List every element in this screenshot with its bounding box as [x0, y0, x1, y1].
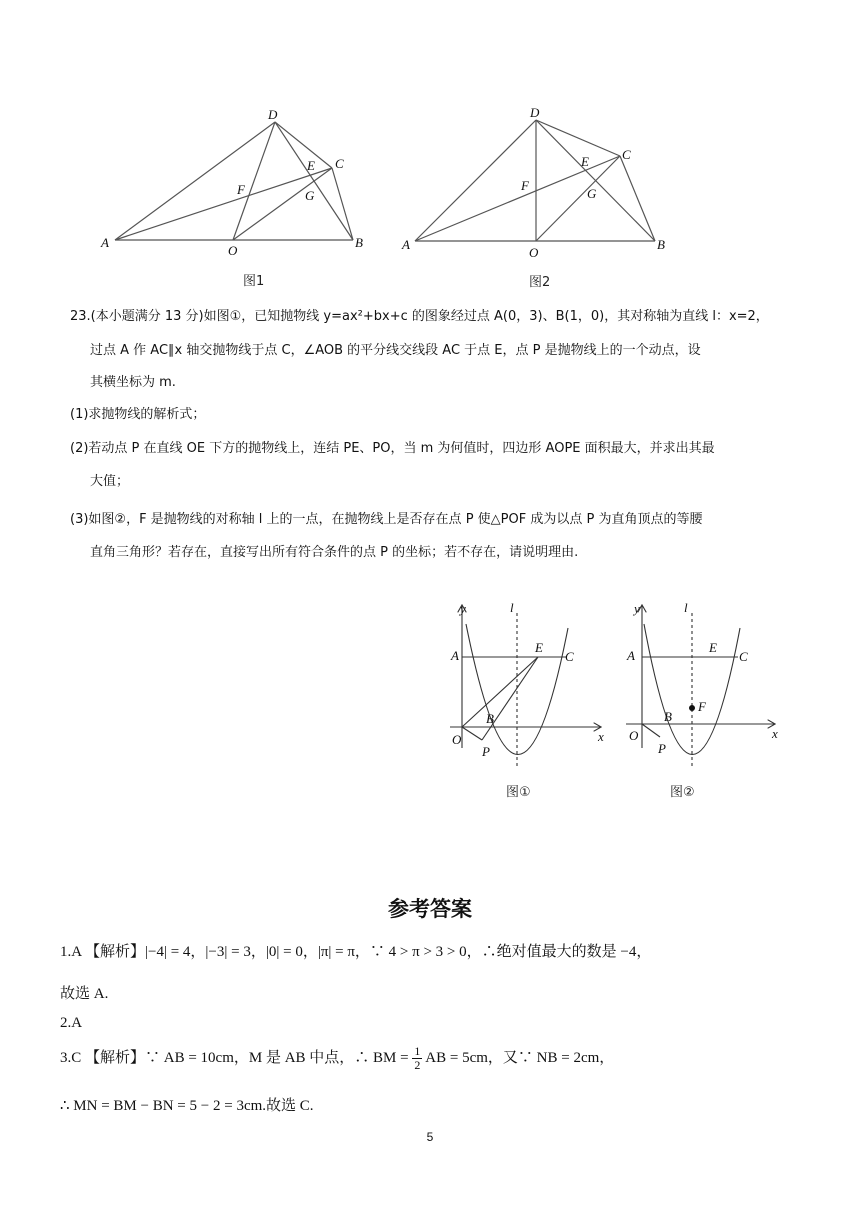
fig1-label-g: G — [305, 188, 315, 203]
fig2-label-d: D — [530, 105, 540, 120]
fig4-label-f: F — [698, 699, 706, 714]
fig2-label-f: F — [521, 178, 529, 193]
fig1-caption: 图1 — [243, 274, 265, 289]
answer-3-line-2: ∴ MN = BM − BN = 5 − 2 = 3cm.故选 C. — [60, 1098, 314, 1114]
question-23-part-1: (1)求抛物线的解析式； — [70, 407, 206, 422]
figure-2-diagram — [395, 100, 685, 295]
fig4-label-x: x — [772, 726, 778, 741]
question-23-part-3-line-2: 直角三角形？若存在，直接写出所有符合条件的点 P 的坐标；若不存在，请说明理由. — [90, 545, 579, 560]
answer-1-line-1: 1.A 【解析】|−4| = 4，|−3| = 3，|0| = 0，|π| = π，∵ 4 > π > 3 > 0，∴绝对值最大的数是 −4， — [60, 944, 652, 960]
fig4-label-p: P — [658, 741, 666, 756]
fig1-label-o: O — [228, 243, 238, 258]
fig1-label-b: B — [355, 235, 363, 250]
answer-1-line-2: 故选 A. — [60, 986, 109, 1002]
figure-1-diagram — [95, 105, 375, 295]
fig2-label-b: B — [657, 237, 665, 252]
fig4-label-l: l — [684, 600, 688, 615]
figure-4-diagram — [612, 598, 792, 808]
fig1-label-d: D — [268, 107, 278, 122]
fig1-label-a: A — [101, 235, 109, 250]
fig4-label-o: O — [629, 728, 639, 743]
fig2-caption: 图2 — [529, 275, 551, 290]
figure-3 — [440, 598, 620, 808]
answers-title: 参考答案 — [388, 897, 472, 921]
question-23-part-3-line-1: (3)如图②，F 是抛物线的对称轴 l 上的一点，在抛物线上是否存在点 P 使△POF 成为以点 P 为直角顶点的等腰 — [70, 512, 703, 527]
fig3-label-e: E — [535, 640, 543, 655]
answer-3-fraction-numerator: 1 — [414, 1044, 421, 1058]
figure-2 — [395, 100, 685, 295]
fig4-label-e: E — [709, 640, 717, 655]
fig3-label-p: P — [482, 744, 490, 759]
answer-3-post: AB = 5cm，又∵ NB = 2cm， — [425, 1049, 615, 1066]
answer-3-pre: 3.C 【解析】∵ AB = 10cm，M 是 AB 中点，∴ BM = — [60, 1049, 409, 1066]
fig1-label-f: F — [237, 182, 245, 197]
fig1-label-e: E — [307, 158, 315, 173]
fig4-label-b: B — [664, 709, 672, 724]
answer-3-line-1 — [60, 1045, 820, 1072]
fig3-caption: 图① — [506, 785, 531, 800]
fig3-label-y: y — [460, 601, 466, 616]
question-23-line-3: 其横坐标为 m. — [90, 375, 176, 390]
page-number: 5 — [426, 1130, 434, 1144]
fig4-label-y: y — [634, 601, 640, 616]
answer-3-fraction — [412, 1045, 422, 1072]
answer-2: 2.A — [60, 1015, 83, 1031]
fig4-label-c: C — [739, 649, 748, 664]
fig1-label-c: C — [335, 156, 344, 171]
question-23-line-2: 过点 A 作 AC∥x 轴交抛物线于点 C，∠AOB 的平分线交线段 AC 于点 E，点 P 是抛物线上的一个动点，设 — [90, 343, 701, 358]
fig2-label-a: A — [402, 237, 410, 252]
question-23-part-2-line-1: (2)若动点 P 在直线 OE 下方的抛物线上，连结 PE、PO，当 m 为何值时，四边形 AOPE 面积最大，并求出其最 — [70, 441, 715, 456]
question-23-part-2-line-2: 大值； — [90, 474, 130, 489]
fig4-point-f — [689, 705, 695, 711]
fig3-label-l: l — [510, 600, 514, 615]
fig2-label-g: G — [587, 186, 597, 201]
fig2-label-e: E — [581, 154, 589, 169]
figure-3-diagram — [440, 598, 620, 808]
fig3-label-a: A — [451, 648, 459, 663]
fig4-caption: 图② — [670, 785, 695, 800]
fig3-label-o: O — [452, 732, 462, 747]
answer-3-fraction-denominator: 2 — [414, 1058, 421, 1072]
fig3-label-x: x — [598, 729, 604, 744]
fig4-label-a: A — [627, 648, 635, 663]
fig3-label-b: B — [486, 711, 494, 726]
figure-1 — [95, 105, 375, 295]
fig3-label-c: C — [565, 649, 574, 664]
question-23-line-1: 23.(本小题满分 13 分)如图①，已知抛物线 y=ax²+bx+c 的图象经过点 A(0，3)、B(1，0)，其对称轴为直线 l：x=2， — [70, 309, 769, 324]
fig2-label-c: C — [622, 147, 631, 162]
figure-4 — [612, 598, 792, 808]
fig2-label-o: O — [529, 245, 539, 260]
